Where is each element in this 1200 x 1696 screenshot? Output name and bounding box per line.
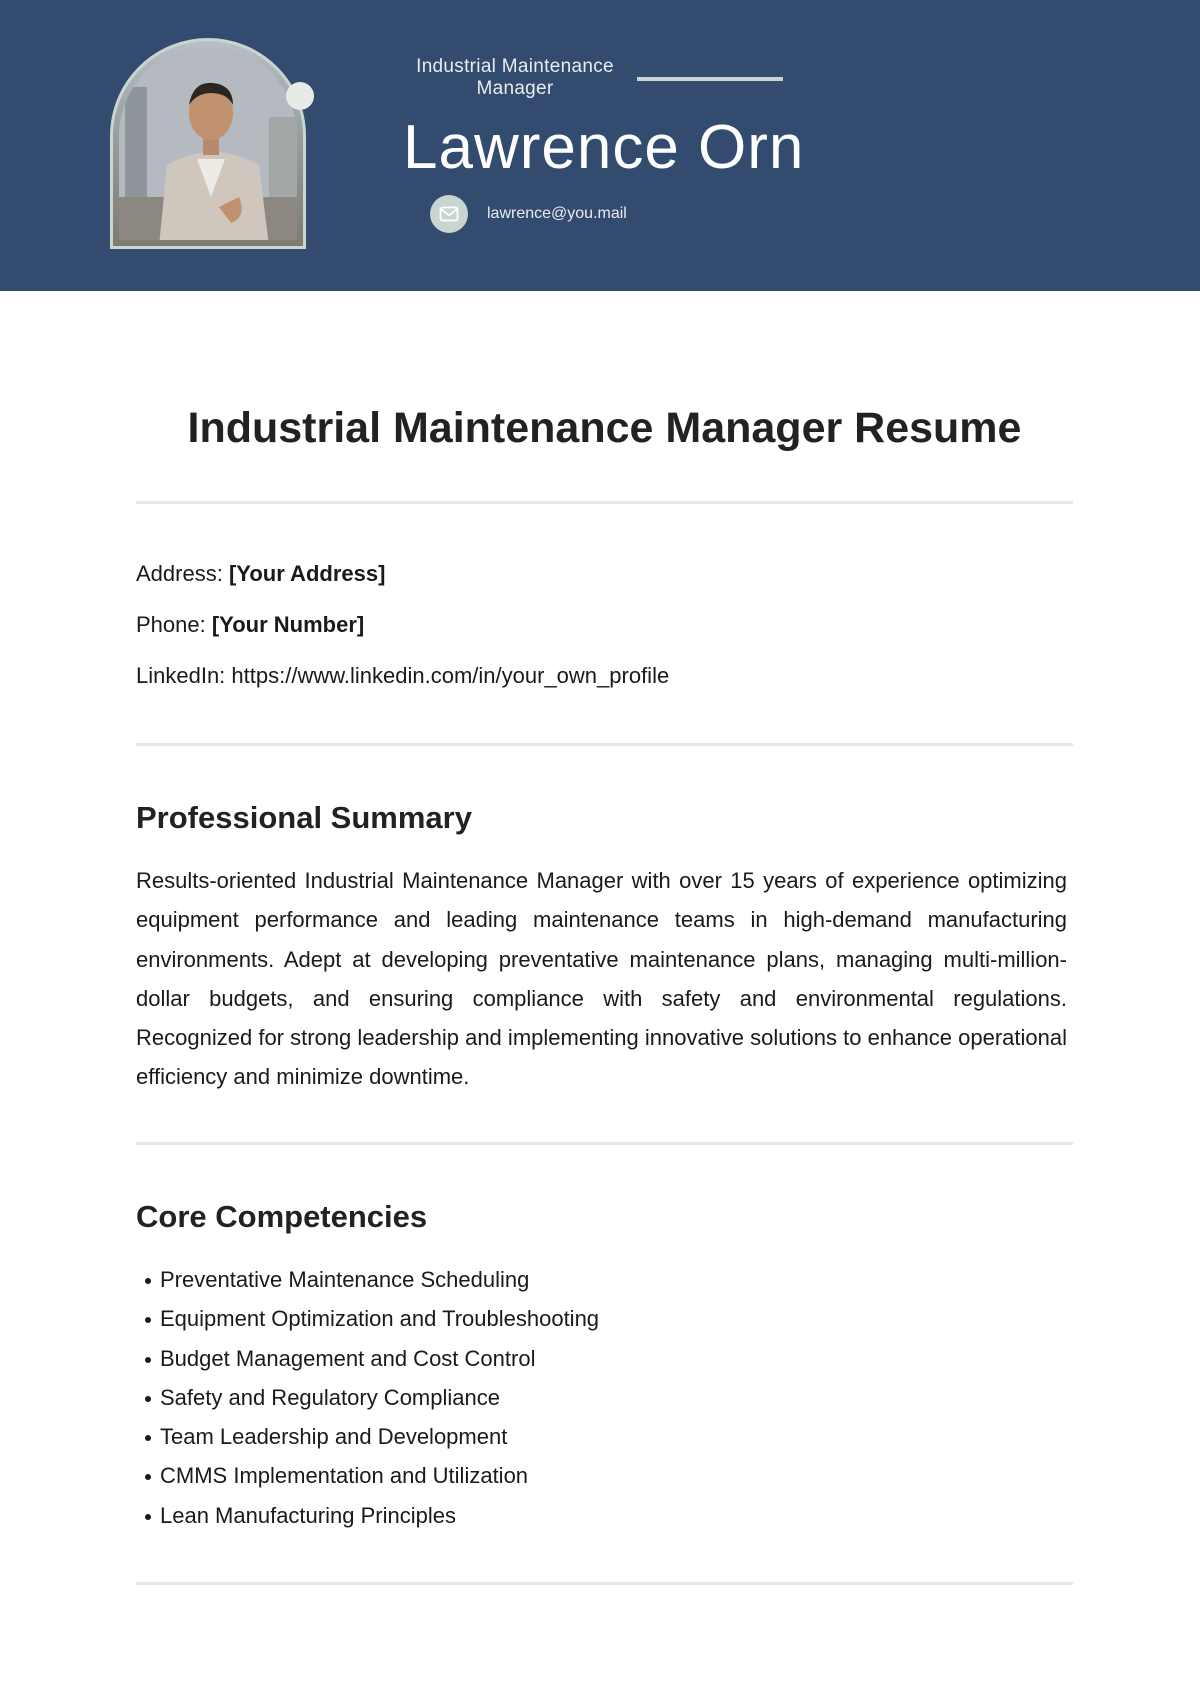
competencies-heading: Core Competencies <box>136 1199 428 1234</box>
linkedin-link[interactable]: https://www.linkedin.com/in/your_own_profile <box>231 663 670 688</box>
profile-photo <box>110 38 306 249</box>
decorative-dot <box>286 82 314 110</box>
job-title: Industrial Maintenance Manager <box>416 56 614 99</box>
list-item: Team Leadership and Development <box>136 1417 599 1456</box>
address-value: [Your Address] <box>228 561 386 586</box>
mail-icon <box>430 195 468 233</box>
address-line <box>136 559 385 589</box>
list-item: Safety and Regulatory Compliance <box>136 1378 599 1417</box>
list-item: Budget Management and Cost Control <box>136 1339 599 1378</box>
document-title: Industrial Maintenance Manager Resume <box>187 404 1022 452</box>
linkedin-line <box>136 661 669 691</box>
divider <box>136 1582 1073 1585</box>
phone-value: [Your Number] <box>211 612 365 637</box>
summary-heading: Professional Summary <box>136 800 472 835</box>
linkedin-label: LinkedIn: <box>136 663 226 688</box>
list-item: Preventative Maintenance Scheduling <box>136 1260 599 1299</box>
summary-text: Results-oriented Industrial Maintenance Manager with over 15 years of experience optimizing equipment performance and leading maintenance teams in high-demand manufacturing environments. Adept at developing preventative maintenance plans, managing multi-million-dollar budgets, and ensuring compliance with safety and environmental regulations. Recognized for strong leadership and implementing innovative solutions to enhance operational efficiency and minimize downtime. <box>136 868 1067 1090</box>
divider <box>136 743 1073 746</box>
candidate-name: Lawrence Orn <box>403 113 805 182</box>
divider <box>136 501 1073 504</box>
phone-label: Phone: <box>136 612 206 637</box>
title-accent-rule <box>637 77 783 81</box>
profile-photo-illustration <box>119 47 297 240</box>
address-label: Address: <box>136 561 223 586</box>
list-item: CMMS Implementation and Utilization <box>136 1456 599 1495</box>
competencies-list <box>136 1260 599 1535</box>
list-item: Lean Manufacturing Principles <box>136 1496 599 1535</box>
phone-line <box>136 610 364 640</box>
email-link[interactable]: lawrence@you.mail <box>487 205 627 222</box>
divider <box>136 1142 1073 1145</box>
header-band <box>0 0 1200 291</box>
list-item: Equipment Optimization and Troubleshooting <box>136 1299 599 1338</box>
